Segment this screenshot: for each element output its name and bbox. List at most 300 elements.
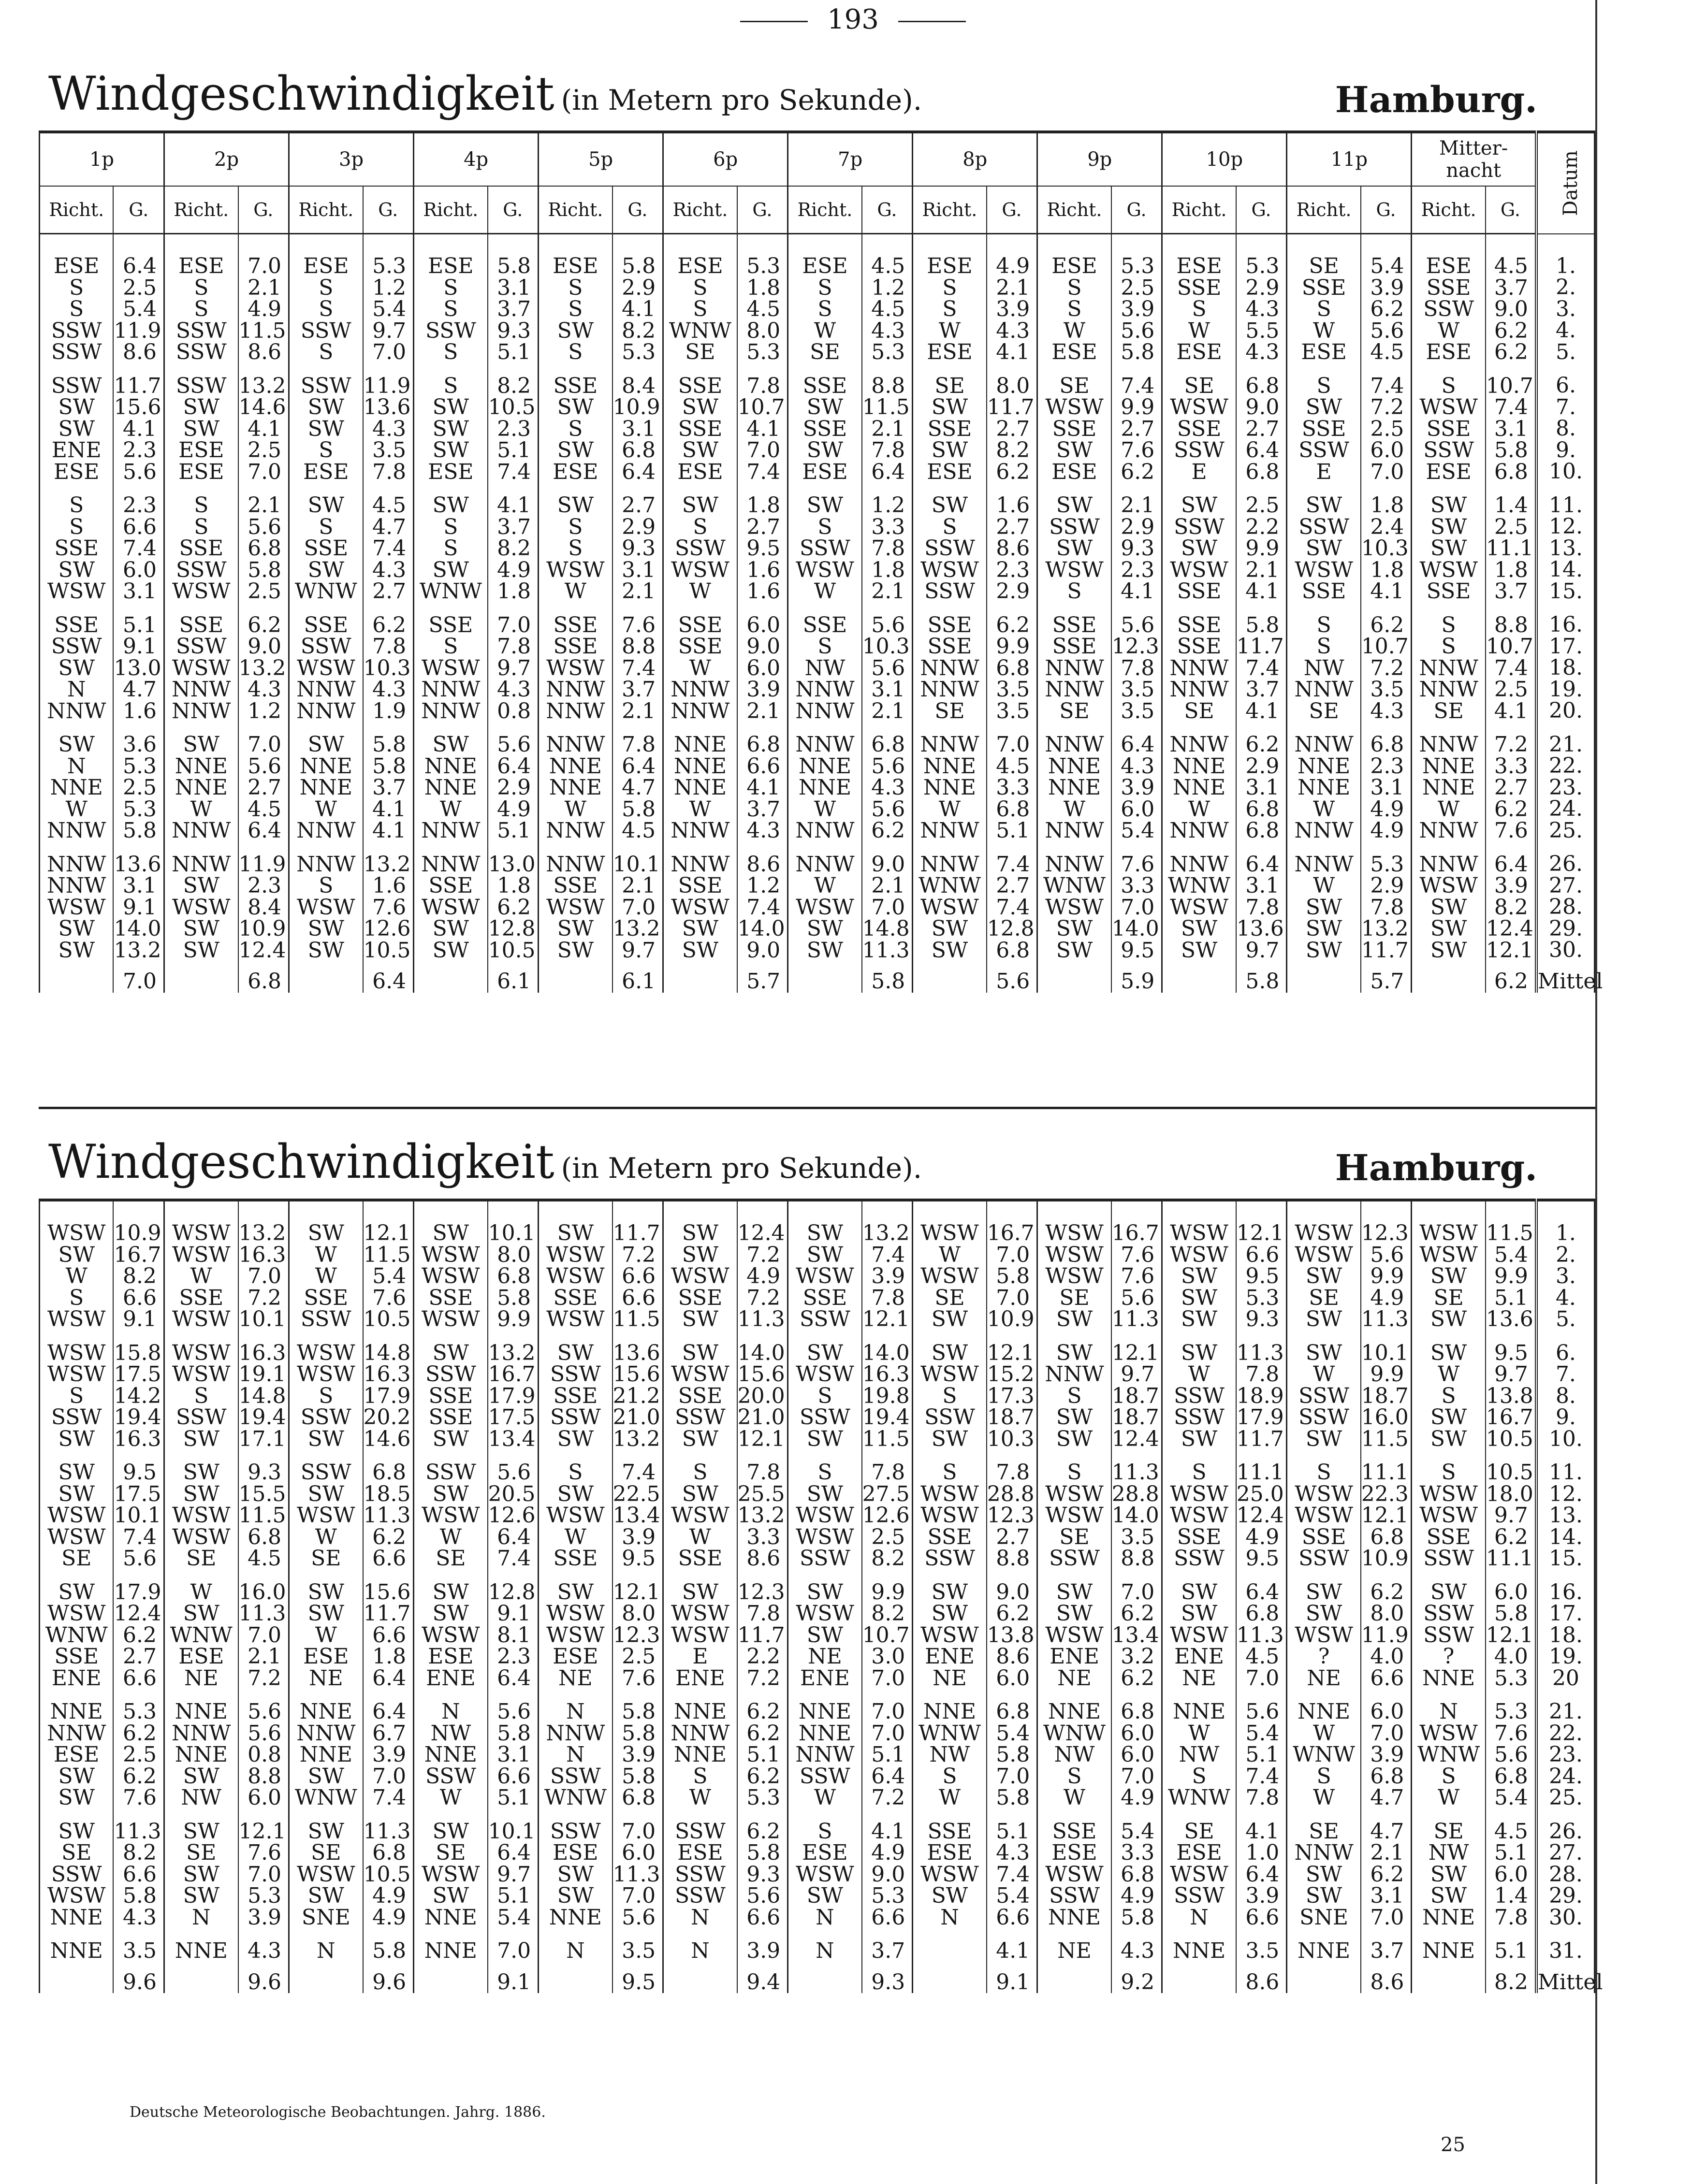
wind-direction: N [816,1938,834,1963]
wind-speed: 5.3 [871,340,905,364]
wind-direction: N [566,1938,585,1963]
wind-direction: SW [1430,916,1467,941]
wind-direction: SW [432,1579,469,1605]
wind-direction: SW [806,1622,844,1648]
day-label: 21. [1548,1699,1583,1724]
wind-direction: ESE [927,340,973,364]
wind-direction: W [814,318,836,343]
wind-direction: WSW [546,1264,605,1288]
wind-direction: W [689,1785,712,1810]
wind-direction: NNW [1419,732,1478,757]
richtung-subheader: Richt. [414,186,488,234]
wind-speed: 4.9 [996,254,1030,278]
wind-speed: 3.7 [1245,677,1280,702]
direction-column [1162,234,1236,993]
wind-speed: 5.6 [871,612,905,637]
wind-speed: 7.8 [746,1460,781,1485]
wind-speed: 5.4 [1494,1785,1528,1810]
wind-speed: 12.4 [238,938,286,963]
wind-direction: ESE [1051,459,1097,484]
monthly-mean: 6.2 [1494,969,1528,994]
wind-direction: WNW [419,579,482,604]
wind-speed: 2.9 [1245,753,1280,779]
wind-direction: S [693,1460,708,1485]
day-label: 23. [1548,1742,1583,1767]
wind-direction: SW [557,395,594,419]
wind-speed: 1.8 [871,557,905,582]
wind-direction: SW [1305,1307,1342,1331]
wind-direction: WSW [172,1221,231,1245]
wind-speed: 6.0 [1494,1579,1528,1605]
wind-direction: SNE [1299,1905,1348,1930]
wind-direction: NNW [1419,677,1478,702]
wind-direction: S [1192,1460,1207,1485]
wind-direction: SW [931,1579,968,1605]
wind-speed: 8.6 [248,340,282,364]
day-label: 2. [1555,275,1576,300]
monthly-mean: 9.6 [372,1969,407,1995]
wind-direction: WSW [1295,1622,1353,1648]
wind-direction: SW [183,1481,219,1506]
hour-header: 8p [913,132,1037,186]
wind-speed: 5.1 [497,1883,531,1908]
wind-speed: 2.1 [248,1644,282,1669]
wind-speed: 4.3 [871,318,905,343]
wind-speed: 16.0 [1361,1405,1409,1430]
wind-direction: SSE [678,416,723,441]
wind-direction: SW [1430,938,1467,963]
wind-speed: 7.6 [123,1785,157,1810]
wind-speed: 12.1 [737,1426,785,1451]
wind-speed: 9.3 [1245,1307,1280,1331]
wind-direction: S [1316,1764,1331,1789]
speed-subheader: G. [987,186,1037,234]
wind-direction: SSE [678,373,723,398]
wind-speed: 2.3 [248,873,282,898]
wind-direction: SW [806,916,844,941]
wind-speed: 7.0 [996,1242,1030,1267]
direction-column [1162,1200,1236,1993]
richtung-subheader: Richt. [1412,186,1486,234]
wind-speed: 4.7 [1370,1819,1404,1844]
wind-direction: SSW [51,340,102,364]
wind-speed: 3.1 [871,677,905,702]
wind-speed: 7.0 [1121,1579,1155,1605]
wind-direction: NNE [923,1699,977,1724]
wind-speed: 5.8 [1494,438,1528,463]
wind-speed: 6.2 [1494,1524,1528,1549]
wind-speed: 13.4 [612,1503,660,1528]
wind-direction: S [817,634,832,659]
wind-direction: SSW [1423,1622,1474,1648]
wind-speed: 19.4 [862,1405,910,1430]
wind-direction: SSW [1174,438,1225,463]
wind-speed: 8.2 [871,1601,905,1626]
wind-direction: ESE [1426,254,1472,278]
wind-direction: SW [1430,1426,1467,1451]
wind-speed: 5.8 [996,1264,1030,1288]
mittel-label: Mittel [1537,969,1603,994]
wind-direction: SW [1305,395,1342,419]
wind-speed: 11.9 [114,318,161,343]
wind-speed: 2.9 [622,514,656,539]
wind-direction: NW [181,1785,222,1810]
speed-subheader: G. [488,186,539,234]
speed-subheader: G. [1486,186,1536,234]
wind-direction: NNE [1298,775,1351,800]
wind-direction: S [443,373,458,398]
wind-direction: W [814,1785,836,1810]
wind-direction: NW [1428,1840,1469,1865]
day-label: 26. [1548,1819,1583,1844]
wind-speed: 5.8 [372,1938,407,1963]
wind-speed: 2.5 [1494,677,1528,702]
wind-direction: S [942,275,957,300]
wind-speed: 10.3 [1361,536,1409,561]
wind-direction: NNW [421,818,481,843]
page-number: 193 [0,4,1706,35]
wind-speed: 9.0 [1245,395,1280,419]
wind-direction: S [817,1383,832,1408]
wind-direction: SSE [553,373,598,398]
wind-speed: 4.9 [497,557,531,582]
wind-speed: 10.9 [1361,1546,1409,1571]
wind-direction: SSE [54,612,99,637]
wind-direction: E [1191,459,1207,484]
wind-speed: 9.3 [497,318,531,343]
day-label: 9. [1555,437,1576,463]
wind-direction: SW [1056,1426,1093,1451]
wind-direction: WSW [172,1340,231,1365]
wind-speed: 9.0 [746,634,781,659]
wind-direction: W [1188,1721,1210,1746]
wind-direction: SW [806,438,844,463]
wind-speed: 4.1 [372,796,407,822]
wind-direction: SW [1430,1579,1467,1605]
wind-speed: 4.9 [1370,796,1404,822]
wind-direction: SSW [425,1362,476,1387]
wind-direction: S [693,275,708,300]
wind-speed: 5.1 [497,340,531,364]
wind-direction: W [439,1785,462,1810]
wind-direction: SSW [675,1883,726,1908]
wind-direction: SW [1305,1883,1342,1908]
wind-speed: 9.5 [746,536,781,561]
day-label: 13. [1548,535,1583,561]
wind-direction: NNE [299,775,352,800]
day-label: 30. [1548,938,1583,962]
wind-speed: 11.7 [987,395,1035,419]
wind-direction: WSW [1170,395,1228,419]
wind-speed: 16.7 [1486,1405,1533,1430]
monthly-mean: 9.1 [497,1969,531,1995]
wind-direction: SW [58,557,95,582]
wind-direction: WSW [47,1221,106,1245]
wind-direction: SSW [1423,1601,1474,1626]
wind-direction: W [1312,318,1335,343]
direction-column [1037,234,1111,993]
wind-speed: 10.9 [987,1307,1035,1331]
wind-direction: SW [557,1221,594,1245]
wind-direction: NNE [175,1699,228,1724]
day-label: 4. [1555,318,1576,343]
wind-direction: NNE [175,753,228,779]
wind-direction: SW [1181,536,1218,561]
wind-speed: 14.8 [862,916,910,941]
wind-speed: 6.6 [746,753,781,779]
wind-direction: NNE [424,1905,477,1930]
wind-direction: NNW [795,818,855,843]
wind-direction: SE [1433,1285,1464,1310]
wind-speed: 4.9 [1370,1285,1404,1310]
wind-direction: SE [436,1840,466,1865]
datum-column [1536,1200,1603,1995]
direction-column [289,234,363,993]
wind-speed: 11.3 [1111,1460,1159,1485]
richtung-subheader: Richt. [788,186,862,234]
wind-speed: 17.9 [488,1383,536,1408]
wind-speed: 7.6 [1121,1264,1155,1288]
wind-speed: 3.5 [996,677,1030,702]
wind-direction: SE [1059,1524,1090,1549]
wind-speed: 8.2 [123,1264,157,1288]
wind-speed: 8.0 [622,1601,656,1626]
wind-speed: 8.6 [746,1546,781,1571]
wind-direction: WSW [546,1601,605,1626]
wind-direction: SSW [675,1819,726,1844]
wind-speed: 11.7 [363,1601,411,1626]
wind-direction: ESE [553,459,598,484]
monthly-mean: 5.8 [1245,969,1280,994]
wind-direction: NNW [47,852,106,877]
wind-direction: WSW [1419,557,1478,582]
direction-column [788,234,862,993]
wind-speed: 11.3 [862,938,910,963]
wind-direction: NNW [920,677,979,702]
wind-speed: 6.8 [1370,1764,1404,1789]
wind-speed: 10.1 [488,1221,536,1245]
wind-direction: SW [432,1883,469,1908]
wind-speed: 13.6 [1236,916,1284,941]
wind-direction: SW [432,1481,469,1506]
wind-direction: S [568,536,583,561]
wind-speed: 3.5 [622,1938,656,1963]
wind-direction: NNE [50,775,103,800]
wind-speed: 13.2 [862,1221,910,1245]
wind-direction: ESE [1301,340,1347,364]
wind-speed: 16.7 [488,1362,536,1387]
wind-direction: SW [682,1426,719,1451]
wind-direction: SW [1305,1579,1342,1605]
wind-speed: 5.6 [248,753,282,779]
wind-direction: ENE [1050,1644,1099,1669]
wind-direction: ESE [303,1644,349,1669]
wind-direction: WSW [422,1264,480,1288]
wind-speed: 6.8 [746,732,781,757]
wind-direction: SSE [927,1524,972,1549]
wind-direction: WSW [422,1503,480,1528]
wind-direction: S [1067,297,1082,321]
wind-speed: 11.5 [1361,1426,1409,1451]
wind-speed: 7.8 [622,732,656,757]
wind-direction: WNW [170,1622,233,1648]
hour-header: 7p [788,132,913,186]
wind-speed: 5.8 [1121,340,1155,364]
day-label: 20. [1548,698,1583,723]
wind-direction: SSE [1177,275,1222,300]
wind-direction: SSE [553,612,598,637]
hour-header: 4p [414,132,539,186]
wind-speed: 7.0 [497,612,531,637]
wind-speed: 2.9 [1245,275,1280,300]
wind-direction: NNE [673,1742,727,1767]
wind-speed: 13.2 [363,852,411,877]
wind-speed: 7.8 [871,1460,905,1485]
wind-direction: NNE [673,753,727,779]
wind-speed: 10.7 [1361,634,1409,659]
wind-direction: S [1441,1383,1456,1408]
wind-direction: SSW [425,318,476,343]
wind-direction: NNW [546,677,605,702]
day-label: 15. [1548,1546,1583,1571]
wind-speed: 3.1 [123,873,157,898]
wind-direction: S [194,514,209,539]
wind-speed: 6.6 [871,1905,905,1930]
wind-speed: 16.7 [987,1221,1035,1245]
wind-speed: 13.2 [612,1426,660,1451]
wind-direction: SW [1056,438,1093,463]
wind-speed: 7.4 [996,895,1030,920]
wind-direction: WNW [918,1721,981,1746]
wind-speed: 12.4 [1111,1426,1159,1451]
wind-direction: WSW [1045,1264,1104,1288]
wind-direction: SE [1184,698,1214,723]
wind-direction: SSW [175,1405,227,1430]
wind-direction: NNW [546,1721,605,1746]
wind-speed: 10.1 [1361,1340,1409,1365]
wind-speed: 1.8 [497,873,531,898]
wind-speed: 18.9 [1236,1383,1284,1408]
wind-speed: 2.7 [622,493,656,518]
wind-direction: NNE [1422,1905,1475,1930]
wind-direction: SW [1056,1307,1093,1331]
wind-speed: 3.7 [497,514,531,539]
wind-direction: SSW [1298,1405,1349,1430]
wind-direction: NNE [1172,775,1226,800]
wind-speed: 7.4 [1494,395,1528,419]
wind-speed: 5.6 [248,514,282,539]
wind-direction: WSW [920,1503,979,1528]
wind-speed: 1.4 [1494,1883,1528,1908]
wind-direction: S [443,297,458,321]
wind-speed: 6.4 [497,753,531,779]
wind-direction: WSW [1170,895,1228,920]
wind-speed: 13.2 [1361,916,1409,941]
wind-direction: SSE [678,873,723,898]
wind-speed: 4.3 [123,1905,157,1930]
wind-direction: SSE [553,1383,598,1408]
wind-direction: SW [806,395,844,419]
wind-speed: 17.1 [238,1426,286,1451]
direction-column [164,234,238,993]
speed-subheader: G. [1236,186,1287,234]
wind-direction: ESE [677,254,723,278]
wind-direction: NNE [673,732,727,757]
wind-direction: SW [307,1819,344,1844]
wind-direction: NNW [920,818,979,843]
wind-speed: 3.7 [871,1938,905,1963]
day-label: 3. [1555,1264,1576,1288]
wind-direction: ESE [677,459,723,484]
wind-direction: SW [58,1460,95,1485]
wind-direction: WSW [172,1503,231,1528]
wind-speed: 13.4 [1111,1622,1159,1648]
wind-direction: SSW [1423,1546,1474,1571]
wind-direction: NNW [795,677,855,702]
wind-direction: NNE [798,753,851,779]
wind-direction: WSW [546,1503,605,1528]
wind-speed: 7.6 [622,612,656,637]
wind-direction: SSE [1052,1819,1097,1844]
wind-speed: 2.7 [1121,416,1155,441]
wind-direction: SW [1305,1601,1342,1626]
wind-direction: NNE [923,753,977,779]
wind-direction: S [1441,373,1456,398]
wind-speed: 4.5 [996,753,1030,779]
hour-header: 10p [1162,132,1287,186]
wind-direction: SSE [1301,416,1346,441]
wind-direction: SW [183,732,219,757]
wind-direction: WSW [1045,1221,1104,1245]
wind-direction: NNE [798,1721,851,1746]
wind-direction: NNW [920,655,979,680]
wind-direction: SW [307,1764,344,1789]
monthly-mean: 9.1 [996,1969,1030,1995]
speed-column [488,234,539,993]
wind-speed: 4.1 [1245,579,1280,604]
speed-subheader: G. [113,186,164,234]
wind-speed: 3.9 [1245,1883,1280,1908]
monthly-mean: 5.6 [996,969,1030,994]
wind-direction: WSW [920,895,979,920]
wind-speed: 2.1 [248,493,282,518]
wind-direction: NNW [920,732,979,757]
wind-speed: 6.8 [372,1460,407,1485]
wind-direction: E [692,1644,708,1669]
wind-speed: 5.1 [1494,1938,1528,1963]
wind-direction: NE [184,1665,219,1691]
wind-speed: 9.0 [871,852,905,877]
wind-direction: SW [58,1764,95,1789]
wind-speed: 2.5 [1121,275,1155,300]
wind-direction: NNE [673,775,727,800]
wind-speed: 4.5 [248,1546,282,1571]
wind-speed: 12.1 [612,1579,660,1605]
wind-direction: NNW [1294,677,1354,702]
wind-speed: 4.1 [746,416,781,441]
wind-speed: 7.0 [1121,895,1155,920]
wind-direction: SW [183,873,219,898]
speed-column [737,1200,788,1993]
day-label: 22. [1548,1721,1583,1746]
wind-direction: SW [1305,1264,1342,1288]
wind-direction: SW [557,318,594,343]
wind-speed: 11.9 [238,852,286,877]
hour-header: 6p [663,132,788,186]
wind-speed: 7.8 [1245,895,1280,920]
wind-direction: WSW [47,895,106,920]
wind-direction: SSW [675,1862,726,1887]
